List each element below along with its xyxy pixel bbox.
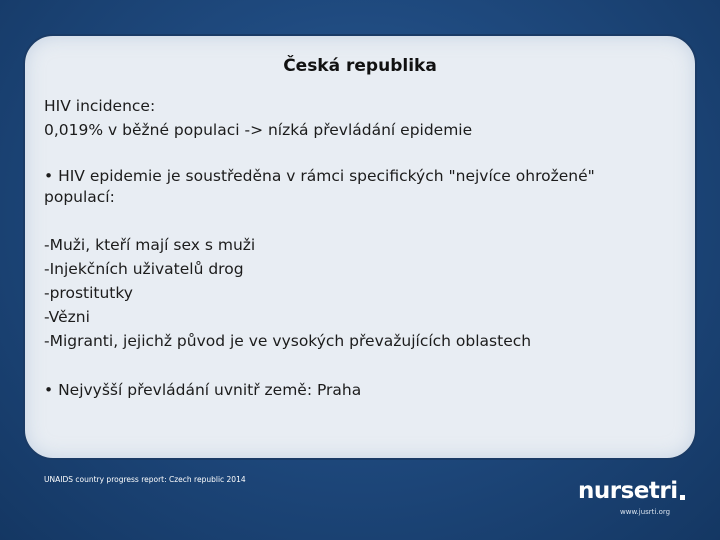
list-item: -prostitutky — [44, 284, 133, 302]
slide-title: Česká republika — [283, 56, 437, 76]
incidence-block — [44, 94, 664, 142]
risk-groups-list — [44, 233, 664, 353]
bullet-concentration-line1: • HIV epidemie je soustředěna v rámci specifických "nejvíce ohrožené" — [44, 167, 595, 185]
logo — [578, 478, 688, 518]
source-citation: UNAIDS country progress report: Czech republic 2014 — [44, 475, 246, 484]
bullet-concentration — [44, 166, 664, 208]
logo-wordmark: nursetri — [578, 478, 678, 504]
list-item: -Migranti, jejichž původ je ve vysokých převažujících oblastech — [44, 332, 532, 350]
list-item: -Injekčních uživatelů drog — [44, 260, 244, 278]
incidence-label: HIV incidence: — [44, 97, 156, 115]
logo-dot-icon — [680, 495, 685, 500]
bullet-concentration-line2: populací: — [44, 188, 115, 206]
list-item: -Muži, kteří mají sex s muži — [44, 236, 256, 254]
incidence-text: 0,019% v běžné populaci -> nízká převládání epidemie — [44, 121, 473, 139]
logo-url: www.jusrti.org — [620, 508, 671, 516]
list-item: -Vězni — [44, 308, 90, 326]
bullet-prevalence-text: • Nejvyšší převládání uvnitř země: Praha — [44, 381, 362, 399]
bullet-prevalence — [44, 378, 664, 402]
